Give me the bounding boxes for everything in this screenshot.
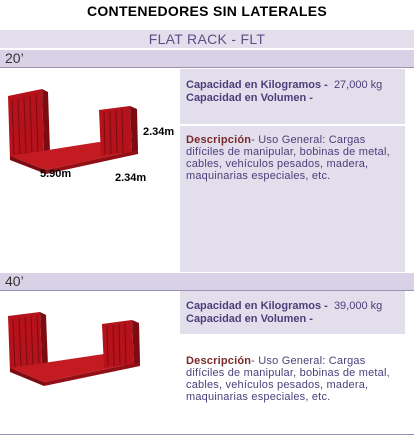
- capacity-kg-20: Capacidad en Kilogramos - 27,000 kg: [186, 79, 383, 91]
- dim-height-20: 2.34m: [143, 126, 175, 138]
- section-subtitle: FLAT RACK - FLT: [0, 30, 414, 48]
- dim-length-20: 5.90m: [40, 168, 72, 180]
- description-40: Descripción- Uso General: Cargas difíciles de manipular, bobinas de metal, cables, vehículos pesados, madera, maquinarias especiales, etc.: [186, 355, 390, 403]
- size-label-20: 20’: [0, 50, 414, 67]
- description-20: Descripción- Uso General: Cargas difíciles de manipular, bobinas de metal, cables, vehículos pesados, madera, maquinarias especiales, etc.: [186, 134, 390, 182]
- capacity-kg-40: Capacidad en Kilogramos - 39,000 kg: [186, 300, 383, 312]
- capacity-volume-20: Capacidad en Volumen -: [186, 92, 313, 104]
- page-title: CONTENEDORES SIN LATERALES: [86, 3, 328, 19]
- dim-width-20: 2.34m: [115, 172, 147, 184]
- capacity-volume-40: Capacidad en Volumen -: [186, 313, 313, 325]
- flat-rack-40-icon: [4, 310, 146, 386]
- flat-rack-20-icon: [4, 86, 146, 174]
- divider: [0, 434, 414, 435]
- divider: [0, 67, 414, 68]
- size-label-40: 40’: [0, 273, 414, 290]
